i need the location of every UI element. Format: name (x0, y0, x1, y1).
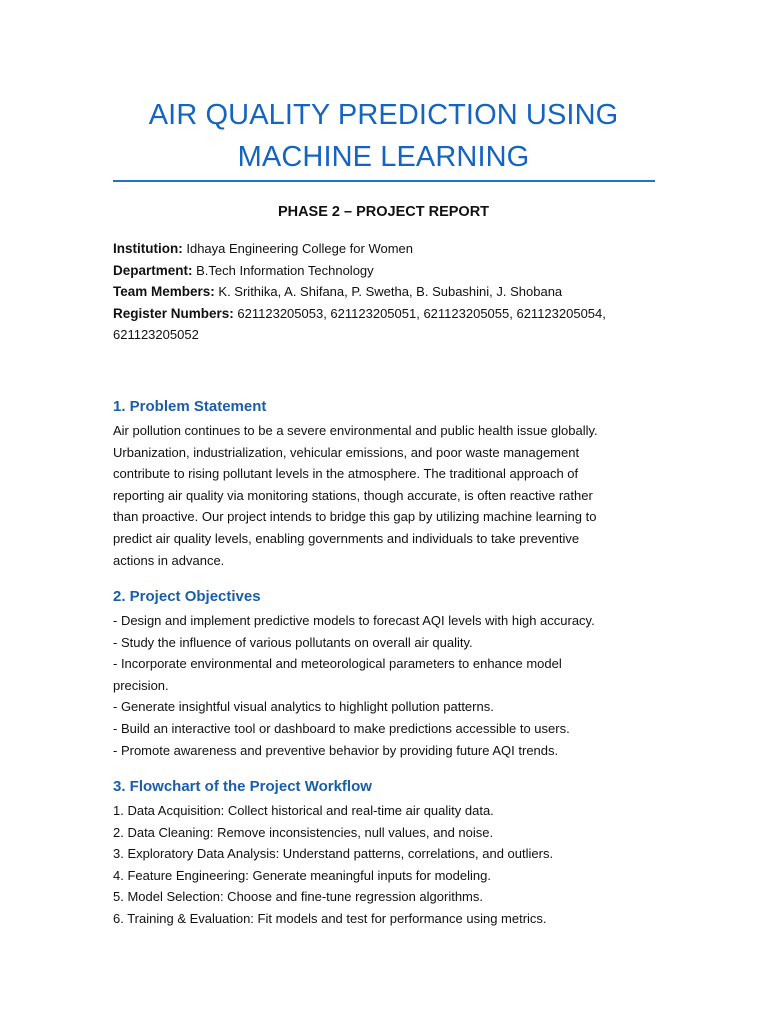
register-value-line-2: 621123205052 (113, 327, 199, 343)
report-subtitle: PHASE 2 – PROJECT REPORT (277, 204, 490, 220)
team-value: K. Srithika, A. Shifana, P. Swetha, B. Subashini, J. Shobana (214, 284, 563, 300)
register-label: Register Numbers: (113, 305, 234, 321)
register-row-continued (113, 324, 658, 346)
team-row (113, 281, 658, 303)
list-item: - Design and implement predictive models to forecast AQI levels with high accuracy. (113, 613, 595, 628)
section-heading-flowchart: 3. Flowchart of the Project Workflow (113, 778, 372, 795)
paragraph-line: predict air quality levels, enabling governments and individuals to take preventive (113, 530, 580, 546)
list-item: 5. Model Selection: Choose and fine-tune regression algorithms. (113, 889, 483, 905)
list-item: - Incorporate environmental and meteorological parameters to enhance model (113, 656, 562, 672)
paragraph-line: contribute to rising pollutant levels in the atmosphere. The traditional approach of (113, 466, 579, 482)
section-heading-project-objectives: 2. Project Objectives (113, 588, 261, 605)
list-item: precision. (113, 677, 169, 693)
paragraph-line: Air pollution continues to be a severe environmental and public health issue globally. (113, 423, 598, 438)
title-underline (113, 180, 655, 182)
meta-block (113, 238, 658, 346)
list-item: - Build an interactive tool or dashboard to make predictions accessible to users. (113, 720, 570, 736)
list-item: - Promote awareness and preventive behavior by providing future AQI trends. (113, 742, 559, 758)
register-value-line-1: 621123205053, 621123205051, 621123205055, 621123205054, (233, 305, 606, 321)
document-title (113, 94, 654, 178)
title-line-1: AIR QUALITY PREDICTION USING (148, 99, 619, 131)
team-label: Team Members: (113, 284, 215, 300)
list-item: - Study the influence of various pollutants on overall air quality. (113, 634, 473, 650)
paragraph-line: Urbanization, industrialization, vehicular emissions, and poor waste management (113, 444, 580, 460)
register-row (113, 303, 658, 325)
list-item: 6. Training & Evaluation: Fit models and test for performance using metrics. (113, 910, 547, 926)
department-value: B.Tech Information Technology (192, 262, 374, 278)
list-item: 1. Data Acquisition: Collect historical and real-time air quality data. (113, 803, 494, 818)
paragraph-line: than proactive. Our project intends to bridge this gap by utilizing machine learning to (113, 509, 597, 525)
list-item: 3. Exploratory Data Analysis: Understand patterns, correlations, and outliers. (113, 846, 554, 862)
project-objectives-list (113, 610, 653, 761)
paragraph-line: actions in advance. (113, 552, 225, 568)
list-item: 2. Data Cleaning: Remove inconsistencies, null values, and noise. (113, 824, 494, 840)
title-line-2: MACHINE LEARNING (237, 141, 530, 173)
department-label: Department: (113, 262, 193, 278)
paragraph-line: reporting air quality via monitoring stations, though accurate, is often reactive rather (113, 487, 593, 503)
department-row (113, 260, 658, 282)
institution-row (113, 238, 658, 260)
list-item: 4. Feature Engineering: Generate meaningful inputs for modeling. (113, 867, 491, 883)
institution-label: Institution: (113, 241, 183, 256)
problem-statement-body (113, 420, 653, 571)
workflow-steps-list (113, 800, 653, 930)
section-heading-problem-statement: 1. Problem Statement (113, 398, 267, 415)
list-item: - Generate insightful visual analytics to highlight pollution patterns. (113, 699, 494, 715)
institution-value: Idhaya Engineering College for Women (182, 241, 414, 256)
